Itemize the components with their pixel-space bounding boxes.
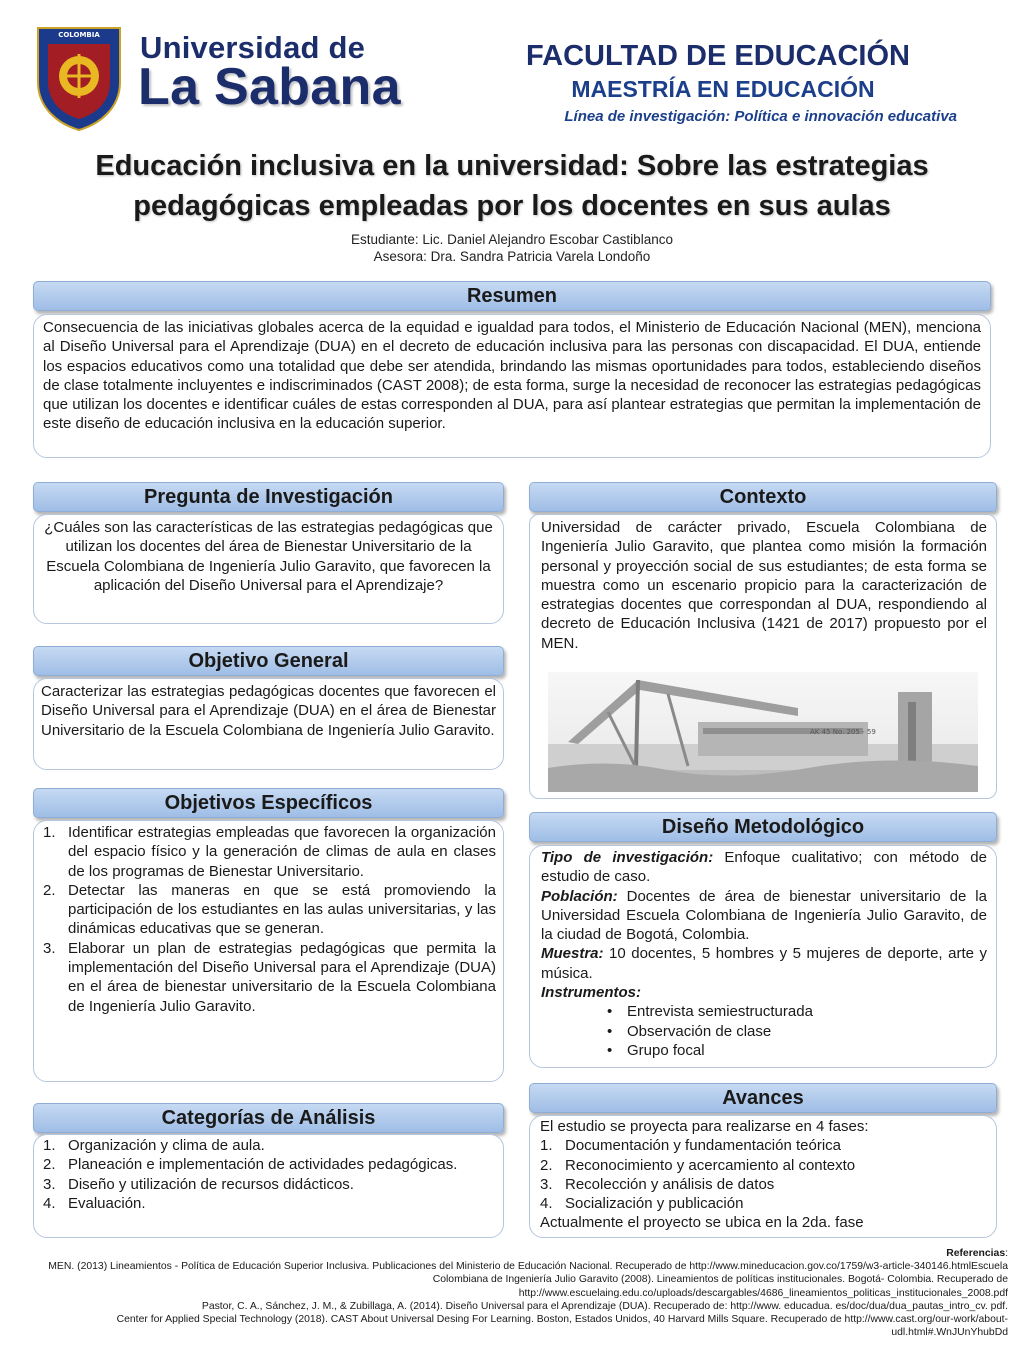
instrumento-item: • Observación de clase: [607, 1022, 987, 1041]
referencias-heading: Referencias: [946, 1248, 1006, 1259]
item-text: Elaborar un plan de estrategias pedagógicas que permita la implementación del Diseño Universal para el Aprendizaje (DUA) en el área de bienestar universitario de la Escuela Colombiana de Ingeniería Julio Garavito.: [68, 939, 496, 1015]
objetivo-item: [43, 823, 496, 881]
fase-item: [540, 1194, 987, 1213]
item-number: 1.: [43, 824, 56, 841]
avances-heading: Avances: [529, 1083, 997, 1113]
categoria-item: [43, 1175, 496, 1194]
pregunta-box: [33, 514, 504, 624]
item-number: 4.: [43, 1194, 56, 1212]
item-number: 3.: [540, 1175, 553, 1193]
avances-list: [540, 1136, 987, 1213]
item-number: 1.: [540, 1137, 553, 1155]
item-text: Documentación y fundamentación teórica: [565, 1137, 841, 1155]
item-text: Socialización y publicación: [565, 1195, 744, 1213]
resumen-box: [33, 314, 991, 458]
tipo-text: Enfoque cualitativo; con método de estudio de caso.: [541, 849, 987, 886]
item-text: Detectar las maneras en que se está promoviendo la participación de los estudiantes en las aulas universitarias, y las dinámicas educativas que se generan.: [68, 881, 496, 938]
item-text: Evaluación.: [68, 1194, 146, 1212]
poblacion-text: Docentes de área de bienestar universitario de la Universidad Escuela Colombiana de Ingeniería Julio Garavito, de la ciudad de Bogotá, Colombia.: [541, 887, 987, 944]
university-shield-icon: [34, 24, 124, 132]
diseno-box: [529, 845, 997, 1068]
instrumentos-paragraph: [541, 983, 987, 1002]
title-line-1: Educación inclusiva en la universidad: Sobre las estrategias: [95, 150, 929, 182]
item-number: 4.: [540, 1195, 553, 1213]
pregunta-heading: Pregunta de Investigación: [33, 482, 504, 512]
item-number: 2.: [43, 881, 56, 899]
campus-photo: [548, 672, 978, 792]
logo-line-2: La Sabana: [138, 58, 401, 116]
categoria-item: [43, 1136, 496, 1155]
categoria-item: [43, 1155, 496, 1174]
categoria-item: [43, 1194, 496, 1213]
categorias-box: [33, 1134, 504, 1238]
reference-item: Pastor, C. A., Sánchez, J. M., & Zubillaga, A. (2014). Diseño Universal para el Aprendizaje (DUA). Recuperado de: http://www. educadua. es/doc/dua/dua_pautas_intro_cv. pdf.: [201, 1300, 1008, 1312]
research-line: Línea de investigación: Política e innovación educativa: [564, 108, 957, 125]
categorias-list: [43, 1136, 496, 1213]
objetivo-item: [43, 881, 496, 939]
fase-item: [540, 1136, 987, 1155]
item-number: 2.: [43, 1156, 56, 1174]
reference-item: MEN. (2013) Lineamientos - Política de Educación Superior Inclusiva. Publicaciones del Ministerio de Educación Nacional. Recuperado de http://www.mineducacion.gov.co/1759/w3-article-340146.htmlEscuela Colombiana de Ingeniería Julio Garavito (2008). Lineamientos de políticas institucionales. Bogotá- Colombia. Recuperado de http://www.escuelaing.edu.co/uploads/descargables/4686_lineamientos_politicas_institucionales_2008.pdf: [48, 1261, 1008, 1299]
objetivos-especificos-heading: Objetivos Específicos: [33, 788, 504, 818]
instrumento-item: • Grupo focal: [607, 1041, 987, 1060]
objetivo-general-text: Caracterizar las estrategias pedagógicas docentes que favorecen el Diseño Universal para el Aprendizaje (DUA) en el área de Bienestar Universitario de la Escuela Colombiana de Ingeniería Julio Garavito.: [41, 683, 496, 739]
tipo-label: Tipo de investigación:: [541, 849, 714, 866]
poblacion-label: Población:: [541, 887, 618, 905]
item-text: Diseño y utilización de recursos didácticos.: [68, 1175, 354, 1193]
logo-line-1: Universidad de: [140, 30, 366, 65]
muestra-label: Muestra:: [541, 945, 604, 963]
student-name: Estudiante: Lic. Daniel Alejandro Escobar Castiblanco: [351, 232, 673, 247]
avances-box: [529, 1115, 997, 1238]
avances-intro: El estudio se proyecta para realizarse en 4 fases:: [540, 1118, 869, 1135]
instrumentos-label: Instrumentos:: [541, 984, 642, 1002]
faculty-title: FACULTAD DE EDUCACIÓN: [526, 40, 910, 72]
muestra-paragraph: [541, 944, 987, 983]
program-title: MAESTRÍA EN EDUCACIÓN: [571, 76, 875, 102]
item-number: 1.: [43, 1137, 56, 1154]
advisor-name: Asesora: Dra. Sandra Patricia Varela Londoño: [373, 249, 651, 264]
item-number: 2.: [540, 1156, 553, 1174]
muestra-text: 10 docentes, 5 hombres y 5 mujeres de deporte, arte y música.: [541, 945, 987, 982]
item-number: 3.: [43, 1175, 56, 1193]
item-number: 3.: [43, 939, 56, 957]
item-text: Organización y clima de aula.: [68, 1137, 265, 1154]
objetivo-general-heading: Objetivo General: [33, 646, 504, 676]
reference-item: Center for Applied Special Technology (2018). CAST About Universal Desing For Learning. Boston, Estados Unidos, 40 Harvard Mills Square. Recuperado de http://www.cast.org/our-work/about-udl.html#.WnJUnYhubDd: [116, 1314, 1008, 1339]
objetivo-general-box: [33, 678, 504, 770]
photo-sign-text: AK 45 No. 205 - 59: [810, 728, 876, 736]
title-line-2: pedagógicas empleadas por los docentes en sus aulas: [133, 190, 891, 222]
item-text: Planeación e implementación de actividades pedagógicas.: [68, 1156, 458, 1174]
resumen-text: Consecuencia de las iniciativas globales acerca de la equidad e igualdad para todos, el Ministerio de Educación Nacional (MEN), menciona al Diseño Universal para el Aprendizaje (DUA) en el decreto de educación inclusiva para las personas con discapacidad. El DUA, entiende los espacios educativos como una totalidad que debe ser atendida, brindando las mismas oportunidades para todos, estableciendo diseños de clase totalmente incluyentes e indiscriminados (CAST 2008); de esta forma, surge la necesidad de reconocer las estrategias pedagógicas que utilizan los docentes e identificar cuáles de estas corresponden al DUA, para así plantear estrategias que permitan la implementación de este diseño de educación inclusiva en la educación superior.: [43, 319, 981, 433]
referencias-colon: :: [1005, 1248, 1008, 1259]
fase-item: [540, 1175, 987, 1194]
objetivos-especificos-list: [43, 823, 496, 1016]
categorias-heading: Categorías de Análisis: [33, 1103, 504, 1133]
referencias: [10, 1247, 1008, 1339]
contexto-heading: Contexto: [529, 482, 997, 512]
poblacion-paragraph: [541, 887, 987, 945]
objetivo-item: [43, 939, 496, 1016]
tipo-paragraph: [541, 848, 987, 887]
objetivos-especificos-box: [33, 820, 504, 1082]
diseno-heading: Diseño Metodológico: [529, 812, 997, 842]
pregunta-text: ¿Cuáles son las características de las estrategias pedagógicas que utilizan los docentes del área de Bienestar Universitario de la Escuela Colombiana de Ingeniería Julio Garavito, que favorecen la aplicación del Diseño Universal para el Aprendizaje?: [44, 519, 493, 594]
item-text: Reconocimiento y acercamiento al contexto: [565, 1156, 856, 1174]
logo-country-text: COLOMBIA: [58, 31, 100, 39]
authors: [20, 231, 1004, 265]
fase-item: [540, 1156, 987, 1175]
contexto-text: Universidad de carácter privado, Escuela Colombiana de Ingeniería Julio Garavito, que plantea como misión la formación personal y proyección social de sus estudiantes; de esta forma se muestra como un escenario propicio para la caracterización de estrategias docentes que correspondan al DUA, respondiendo al decreto de Educación Inclusiva (1421 de 2017) propuesto por el MEN.: [541, 519, 987, 652]
campus-building-image: [548, 672, 978, 792]
resumen-heading: Resumen: [33, 281, 991, 311]
instrumentos-list: [541, 1002, 987, 1060]
item-text: Recolección y análisis de datos: [565, 1175, 775, 1193]
item-text: Identificar estrategias empleadas que favorecen la organización del espacio físico y la generación de climas de aula en clases de los programas de Bienestar Universitario.: [68, 824, 496, 880]
instrumento-item: • Entrevista semiestructurada: [607, 1002, 987, 1021]
avances-outro: Actualmente el proyecto se ubica en la 2da. fase: [540, 1214, 864, 1232]
referencias-heading-line: [10, 1247, 1008, 1260]
poster-title: [20, 146, 1004, 226]
